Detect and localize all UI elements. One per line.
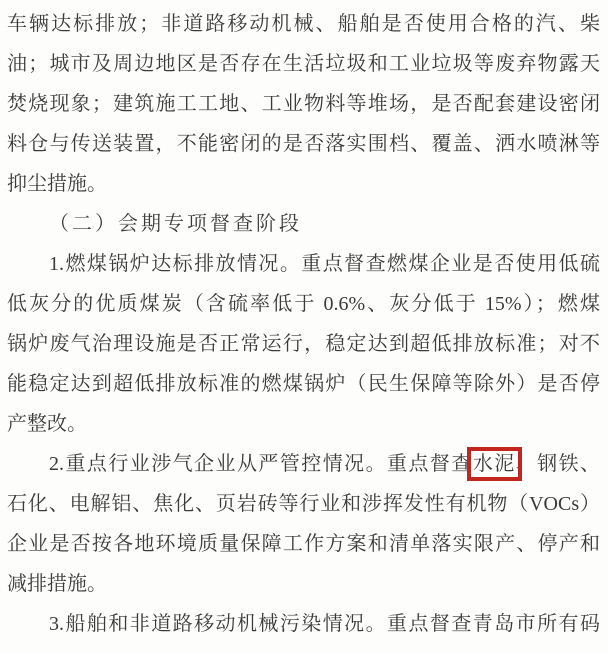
item1-line-4: 能稳定达到超低排放标准的燃煤锅炉（民生保障等除外）是否停 [7, 373, 600, 395]
paragraph1-line-1: 车辆达标排放；非道路移动机械、船舶是否使用合格的汽、柴 [7, 13, 600, 35]
item1-line-5: 产整改。 [7, 413, 87, 435]
item2-line-3: 企业是否按各地环境质量保障工作方案和清单落实限产、停产和 [7, 533, 600, 555]
item2-line-1 [7, 444, 600, 484]
item1-line-1: 1.燃煤锅炉达标排放情况。重点督查燃煤企业是否使用低硫 [49, 253, 600, 275]
section-heading: （二）会期专项督查阶段 [49, 213, 302, 235]
highlighted-term: 水泥 [472, 453, 516, 475]
paragraph1-line-5: 抑尘措施。 [7, 173, 107, 195]
item3-line-1: 3.船舶和非道路移动机械污染情况。重点督查青岛市所有码 [49, 613, 600, 635]
red-annotation-box [473, 453, 516, 475]
item1-line-2: 低灰分的优质煤炭（含硫率低于 0.6%、灰分低于 15%）；燃煤 [7, 293, 600, 315]
text-after-highlight: 、钢铁、 [515, 453, 601, 475]
paragraph1-line-2: 油；城市及周边地区是否存在生活垃圾和工业垃圾等废弃物露天 [7, 53, 600, 75]
item2-line-2: 石化、电解铝、焦化、页岩砖等行业和涉挥发性有机物（VOCs） [7, 493, 600, 515]
text-before-highlight: 2.重点行业涉气企业从严管控情况。重点督查 [49, 453, 473, 475]
item2-line-4: 减排措施。 [7, 573, 107, 595]
paragraph1-line-3: 焚烧现象；建筑施工工地、工业物料等堆场，是否配套建设密闭 [7, 93, 600, 115]
paragraph1-line-4: 料仓与传送装置，不能密闭的是否落实围档、覆盖、洒水喷淋等 [7, 133, 600, 155]
item1-line-3: 锅炉废气治理设施是否正常运行，稳定达到超低排放标准；对不 [7, 333, 600, 355]
